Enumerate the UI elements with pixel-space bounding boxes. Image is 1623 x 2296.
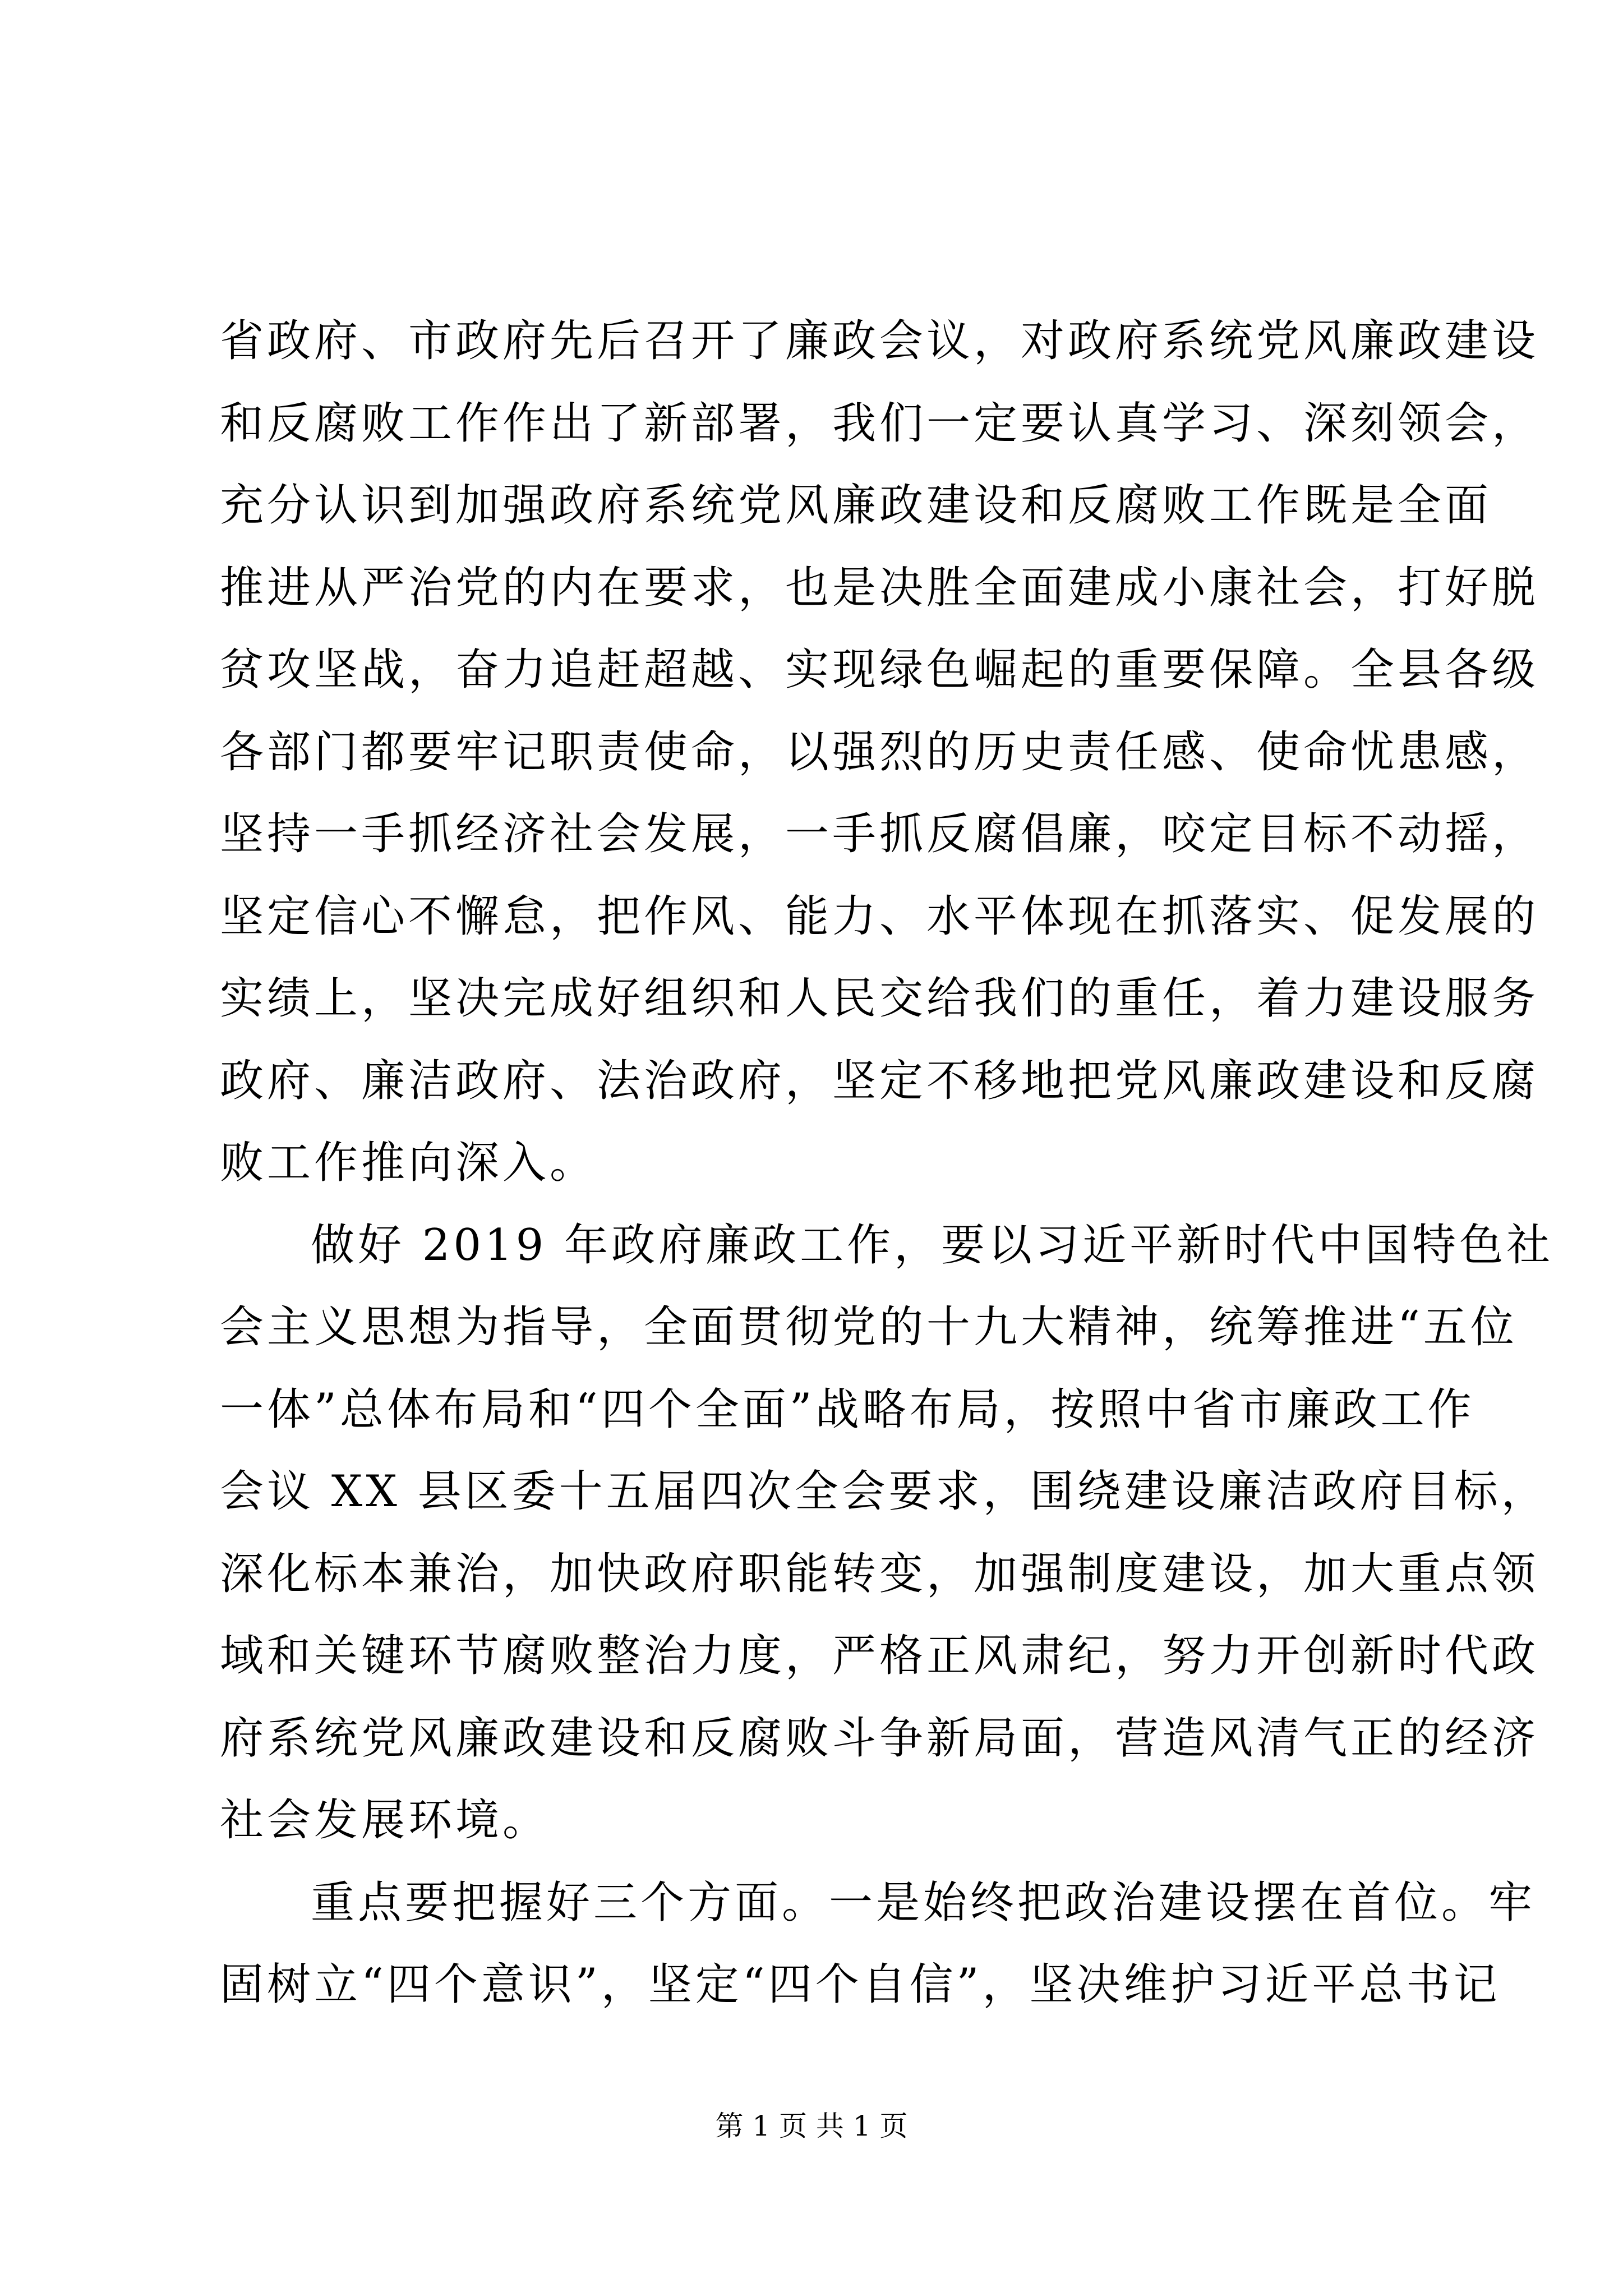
text-line: 固树立“四个意识”，坚定“四个自信”，坚决维护习近平总书记	[220, 1959, 1501, 2010]
text-line: 做好 2019 年政府廉政工作，要以习近平新时代中国特色社	[311, 1220, 1554, 1271]
text-line: 各部门都要牢记职责使命，以强烈的历史责任感、使命忧患感，	[220, 726, 1539, 777]
text-line: 会议 XX 县区委十五届四次全会要求，围绕建设廉洁政府目标，	[220, 1466, 1548, 1517]
text-line: 省政府、市政府先后召开了廉政会议，对政府系统党风廉政建设	[220, 316, 1539, 366]
text-line: 败工作推向深入。	[220, 1138, 597, 1188]
text-line: 政府、廉洁政府、法治政府，坚定不移地把党风廉政建设和反腐	[220, 1055, 1539, 1106]
text-line: 会主义思想为指导，全面贯彻党的十九大精神，统筹推进“五位	[220, 1302, 1518, 1352]
text-line: 推进从严治党的内在要求，也是决胜全面建成小康社会，打好脱	[220, 562, 1539, 613]
text-line: 一体”总体布局和“四个全面”战略布局，按照中省市廉政工作	[220, 1384, 1475, 1435]
text-line: 重点要把握好三个方面。一是始终把政治建设摆在首位。牢	[311, 1877, 1536, 1928]
text-line: 社会发展环境。	[220, 1795, 550, 1846]
text-line: 域和关键环节腐败整治力度，严格正风肃纪，努力开创新时代政	[220, 1631, 1539, 1681]
text-line: 府系统党风廉政建设和反腐败斗争新局面，营造风清气正的经济	[220, 1713, 1539, 1764]
text-line: 贫攻坚战，奋力追赶超越、实现绿色崛起的重要保障。全县各级	[220, 645, 1539, 695]
text-line: 实绩上，坚决完成好组织和人民交给我们的重任，着力建设服务	[220, 973, 1539, 1024]
text-line: 和反腐败工作作出了新部署，我们一定要认真学习、深刻领会，	[220, 398, 1539, 449]
page-footer: 第 1 页 共 1 页	[715, 2110, 908, 2142]
body-text	[220, 300, 1554, 2026]
text-line: 深化标本兼治，加快政府职能转变，加强制度建设，加大重点领	[220, 1548, 1539, 1599]
text-line: 坚定信心不懈怠，把作风、能力、水平体现在抓落实、促发展的	[220, 891, 1539, 942]
text-line: 坚持一手抓经济社会发展，一手抓反腐倡廉，咬定目标不动摇，	[220, 809, 1539, 859]
text-line: 充分认识到加强政府系统党风廉政建设和反腐败工作既是全面	[220, 480, 1492, 531]
